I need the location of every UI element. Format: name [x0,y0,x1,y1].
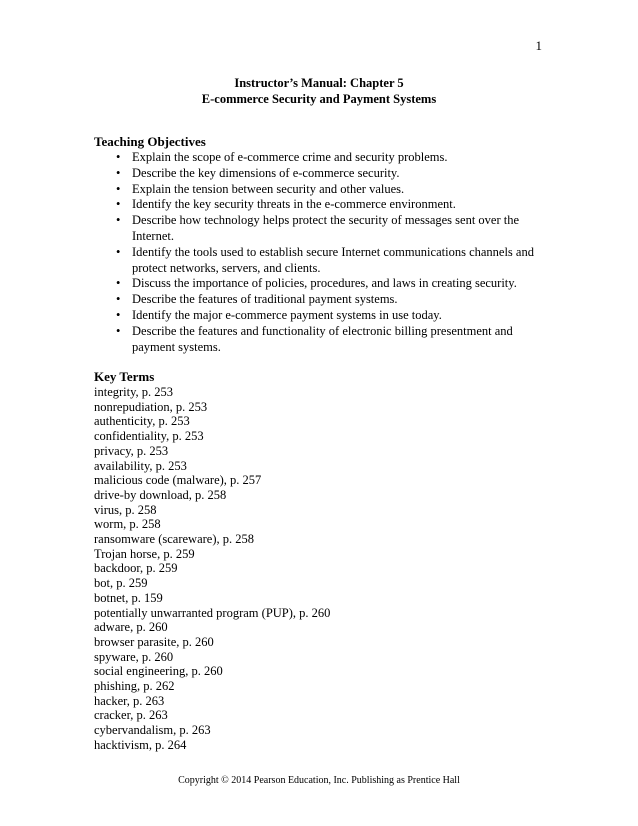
objective-text: Describe the features of traditional payment systems. [132,292,398,307]
objective-text: Identify the major e-commerce payment systems in use today. [132,307,442,322]
objective-text: Explain the scope of e-commerce crime and security problems. [132,150,448,164]
key-term-item: hacktivism, p. 264 [94,737,187,752]
bullet-icon: • [116,292,121,307]
objective-item [94,308,544,324]
key-term-item: bot, p. 259 [94,576,148,591]
key-term-item: cracker, p. 263 [94,708,168,723]
objective-text: Identify the key security threats in the e-commerce environment. [132,197,456,212]
objective-text: Describe the key dimensions of e-commerce security. [132,165,400,180]
key-term-item: social engineering, p. 260 [94,664,223,679]
key-term-item: nonrepudiation, p. 253 [94,399,208,414]
key-term-item: ransomware (scareware), p. 258 [94,532,254,547]
bullet-icon: • [116,197,121,212]
copyright-footer: Copyright © 2014 Pearson Education, Inc. Publishing as Prentice Hall [178,775,460,786]
objective-item [94,245,544,277]
objective-item [94,324,544,356]
key-term-item: spyware, p. 260 [94,649,174,664]
bullet-icon: • [116,323,121,338]
key-terms-list [94,385,544,753]
key-term-item: cybervandalism, p. 263 [94,723,211,738]
teaching-objectives-list [94,150,544,355]
title-line-2: E-commerce Security and Payment Systems [201,92,437,106]
page-number: 1 [535,38,542,53]
title-line-1: Instructor’s Manual: Chapter 5 [234,76,404,90]
objective-text: Identify the tools used to establish secure Internet communications channels and protect networks, servers, and clients. [132,244,534,275]
teaching-objectives-heading: Teaching Objectives [94,134,206,149]
bullet-icon: • [116,150,121,164]
key-term-item: adware, p. 260 [94,620,168,635]
key-term-item: confidentiality, p. 253 [94,429,204,444]
key-term-item: worm, p. 258 [94,517,161,532]
objective-item [94,292,544,308]
objective-text: Discuss the importance of policies, procedures, and laws in creating security. [132,276,517,291]
bullet-icon: • [116,244,121,259]
key-term-item: drive-by download, p. 258 [94,487,227,502]
key-term-item: virus, p. 258 [94,502,157,517]
key-terms-section [94,369,544,753]
key-term-item: backdoor, p. 259 [94,561,178,576]
key-term-item: phishing, p. 262 [94,679,175,694]
objective-text: Explain the tension between security and other values. [132,181,405,196]
bullet-icon: • [116,181,121,196]
objective-text: Describe how technology helps protect the security of messages sent over the Internet. [132,213,520,243]
key-term-item: Trojan horse, p. 259 [94,546,195,561]
objective-text: Describe the features and functionality of electronic billing presentment and payment systems. [132,323,513,354]
bullet-icon: • [116,307,121,322]
bullet-icon: • [116,165,121,180]
key-term-item: privacy, p. 253 [94,443,169,458]
key-term-item: hacker, p. 263 [94,693,165,708]
bullet-icon: • [116,276,121,291]
key-term-item: browser parasite, p. 260 [94,634,214,649]
key-term-item: availability, p. 253 [94,458,187,473]
key-term-item: integrity, p. 253 [94,385,174,399]
teaching-objectives-section [94,134,544,355]
bullet-icon: • [116,213,121,228]
key-terms-heading: Key Terms [94,369,155,384]
key-term-item: malicious code (malware), p. 257 [94,473,262,488]
objective-item [94,213,544,245]
key-term-item: potentially unwarranted program (PUP), p. 260 [94,605,331,620]
document-title [0,75,638,107]
key-term-item: botnet, p. 159 [94,590,163,605]
key-term-item: authenticity, p. 253 [94,414,190,429]
objective-item [94,150,544,166]
objective-item [94,182,544,198]
objective-item [94,166,544,182]
objective-item [94,276,544,292]
objective-item [94,197,544,213]
